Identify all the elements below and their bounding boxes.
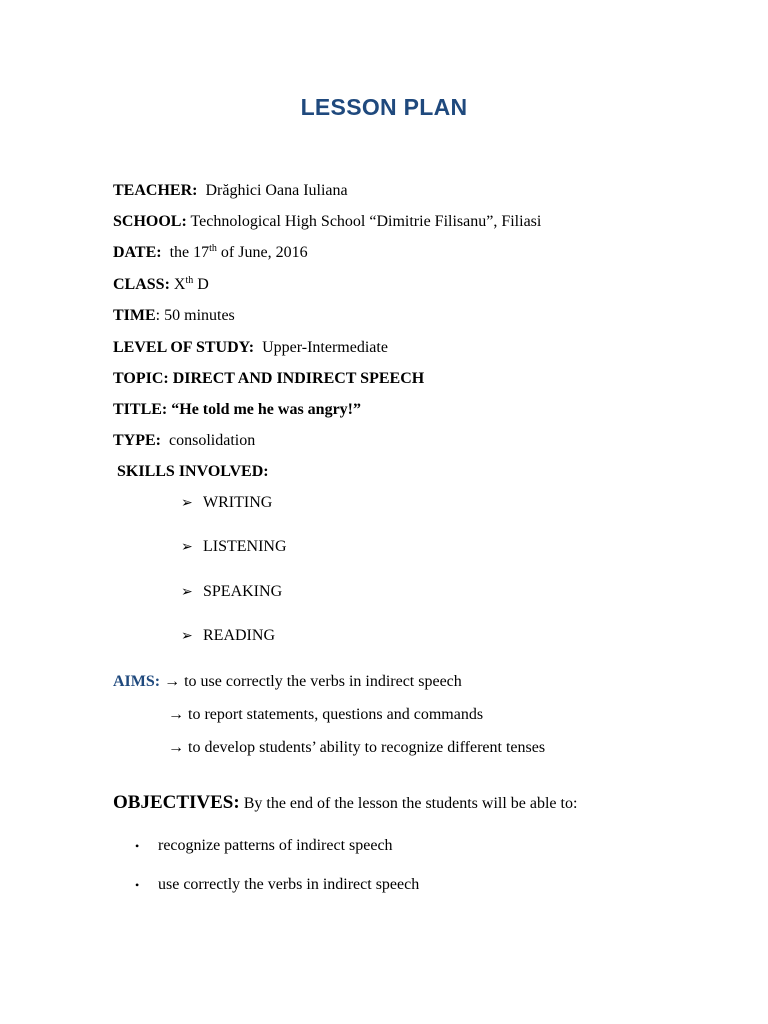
right-arrow-icon: → [168,706,184,723]
date-label: DATE: [113,244,162,261]
school-value: Technological High School “Dimitrie Filisanu”, Filiasi [190,213,542,230]
lesson-title-value: “He told me he was angry!” [171,401,362,418]
aims-line [113,672,462,692]
class-label: CLASS: [113,276,170,293]
level-line [113,338,388,358]
topic-line [113,369,424,389]
objectives-intro: By the end of the lesson the students will be able to: [243,795,578,812]
bullet-dot-icon: • [135,839,140,853]
skill-item [181,537,287,558]
class-value-pre: X [173,276,186,293]
type-label: TYPE: [113,432,161,449]
arrowhead-bullet-icon: ➢ [181,540,193,555]
class-value-post: D [193,276,209,293]
class-line [113,275,209,295]
date-value-pre: the 17 [169,244,210,261]
type-value: consolidation [169,432,256,449]
arrowhead-bullet-icon: ➢ [181,585,193,600]
level-value: Upper-Intermediate [262,339,388,356]
skill-item [181,582,282,603]
bullet-dot-icon: • [135,878,140,892]
objective-text: use correctly the verbs in indirect speech [158,876,420,893]
skill-label: LISTENING [203,538,287,555]
objective-text: recognize patterns of indirect speech [158,837,393,854]
class-value-sup: th [185,275,194,286]
objectives-label: OBJECTIVES: [113,792,240,813]
school-line [113,212,541,232]
aim-item: to use correctly the verbs in indirect speech [184,673,462,690]
topic-value: DIRECT AND INDIRECT SPEECH [172,370,425,387]
date-value-sup: th [209,243,217,254]
arrowhead-bullet-icon: ➢ [181,629,193,644]
date-line [113,243,308,263]
arrowhead-bullet-icon: ➢ [181,496,193,511]
teacher-label: TEACHER: [113,182,198,199]
school-label: SCHOOL: [113,213,187,230]
topic-label: TOPIC: [113,370,169,387]
title-line [113,400,361,420]
time-line [113,306,235,326]
date-value-post: of June, 2016 [216,244,308,261]
objective-item [135,836,393,856]
objective-item [135,875,419,895]
skill-item [181,626,275,647]
aim-item: to report statements, questions and commands [188,706,484,723]
aim-line [168,738,545,758]
skill-label: WRITING [203,494,273,511]
teacher-value: Drăghici Oana Iuliana [205,182,348,199]
skill-label: READING [203,627,275,644]
lesson-title-label: TITLE: [113,401,168,418]
type-line [113,431,255,451]
skill-label: SPEAKING [203,583,283,600]
page-title: LESSON PLAN [300,94,468,120]
teacher-line [113,181,348,201]
right-arrow-icon: → [164,673,181,690]
time-value: : 50 minutes [155,307,235,324]
skills-header [117,462,269,482]
right-arrow-icon: → [168,739,184,756]
aim-line [168,705,483,725]
skills-header-label: SKILLS INVOLVED: [117,463,269,480]
aim-item: to develop students’ ability to recognize different tenses [188,739,546,756]
level-label: LEVEL OF STUDY: [113,339,255,356]
aims-label: AIMS: [113,673,161,690]
skill-item [181,493,272,514]
time-label: TIME [113,307,156,324]
objectives-line [113,791,577,816]
